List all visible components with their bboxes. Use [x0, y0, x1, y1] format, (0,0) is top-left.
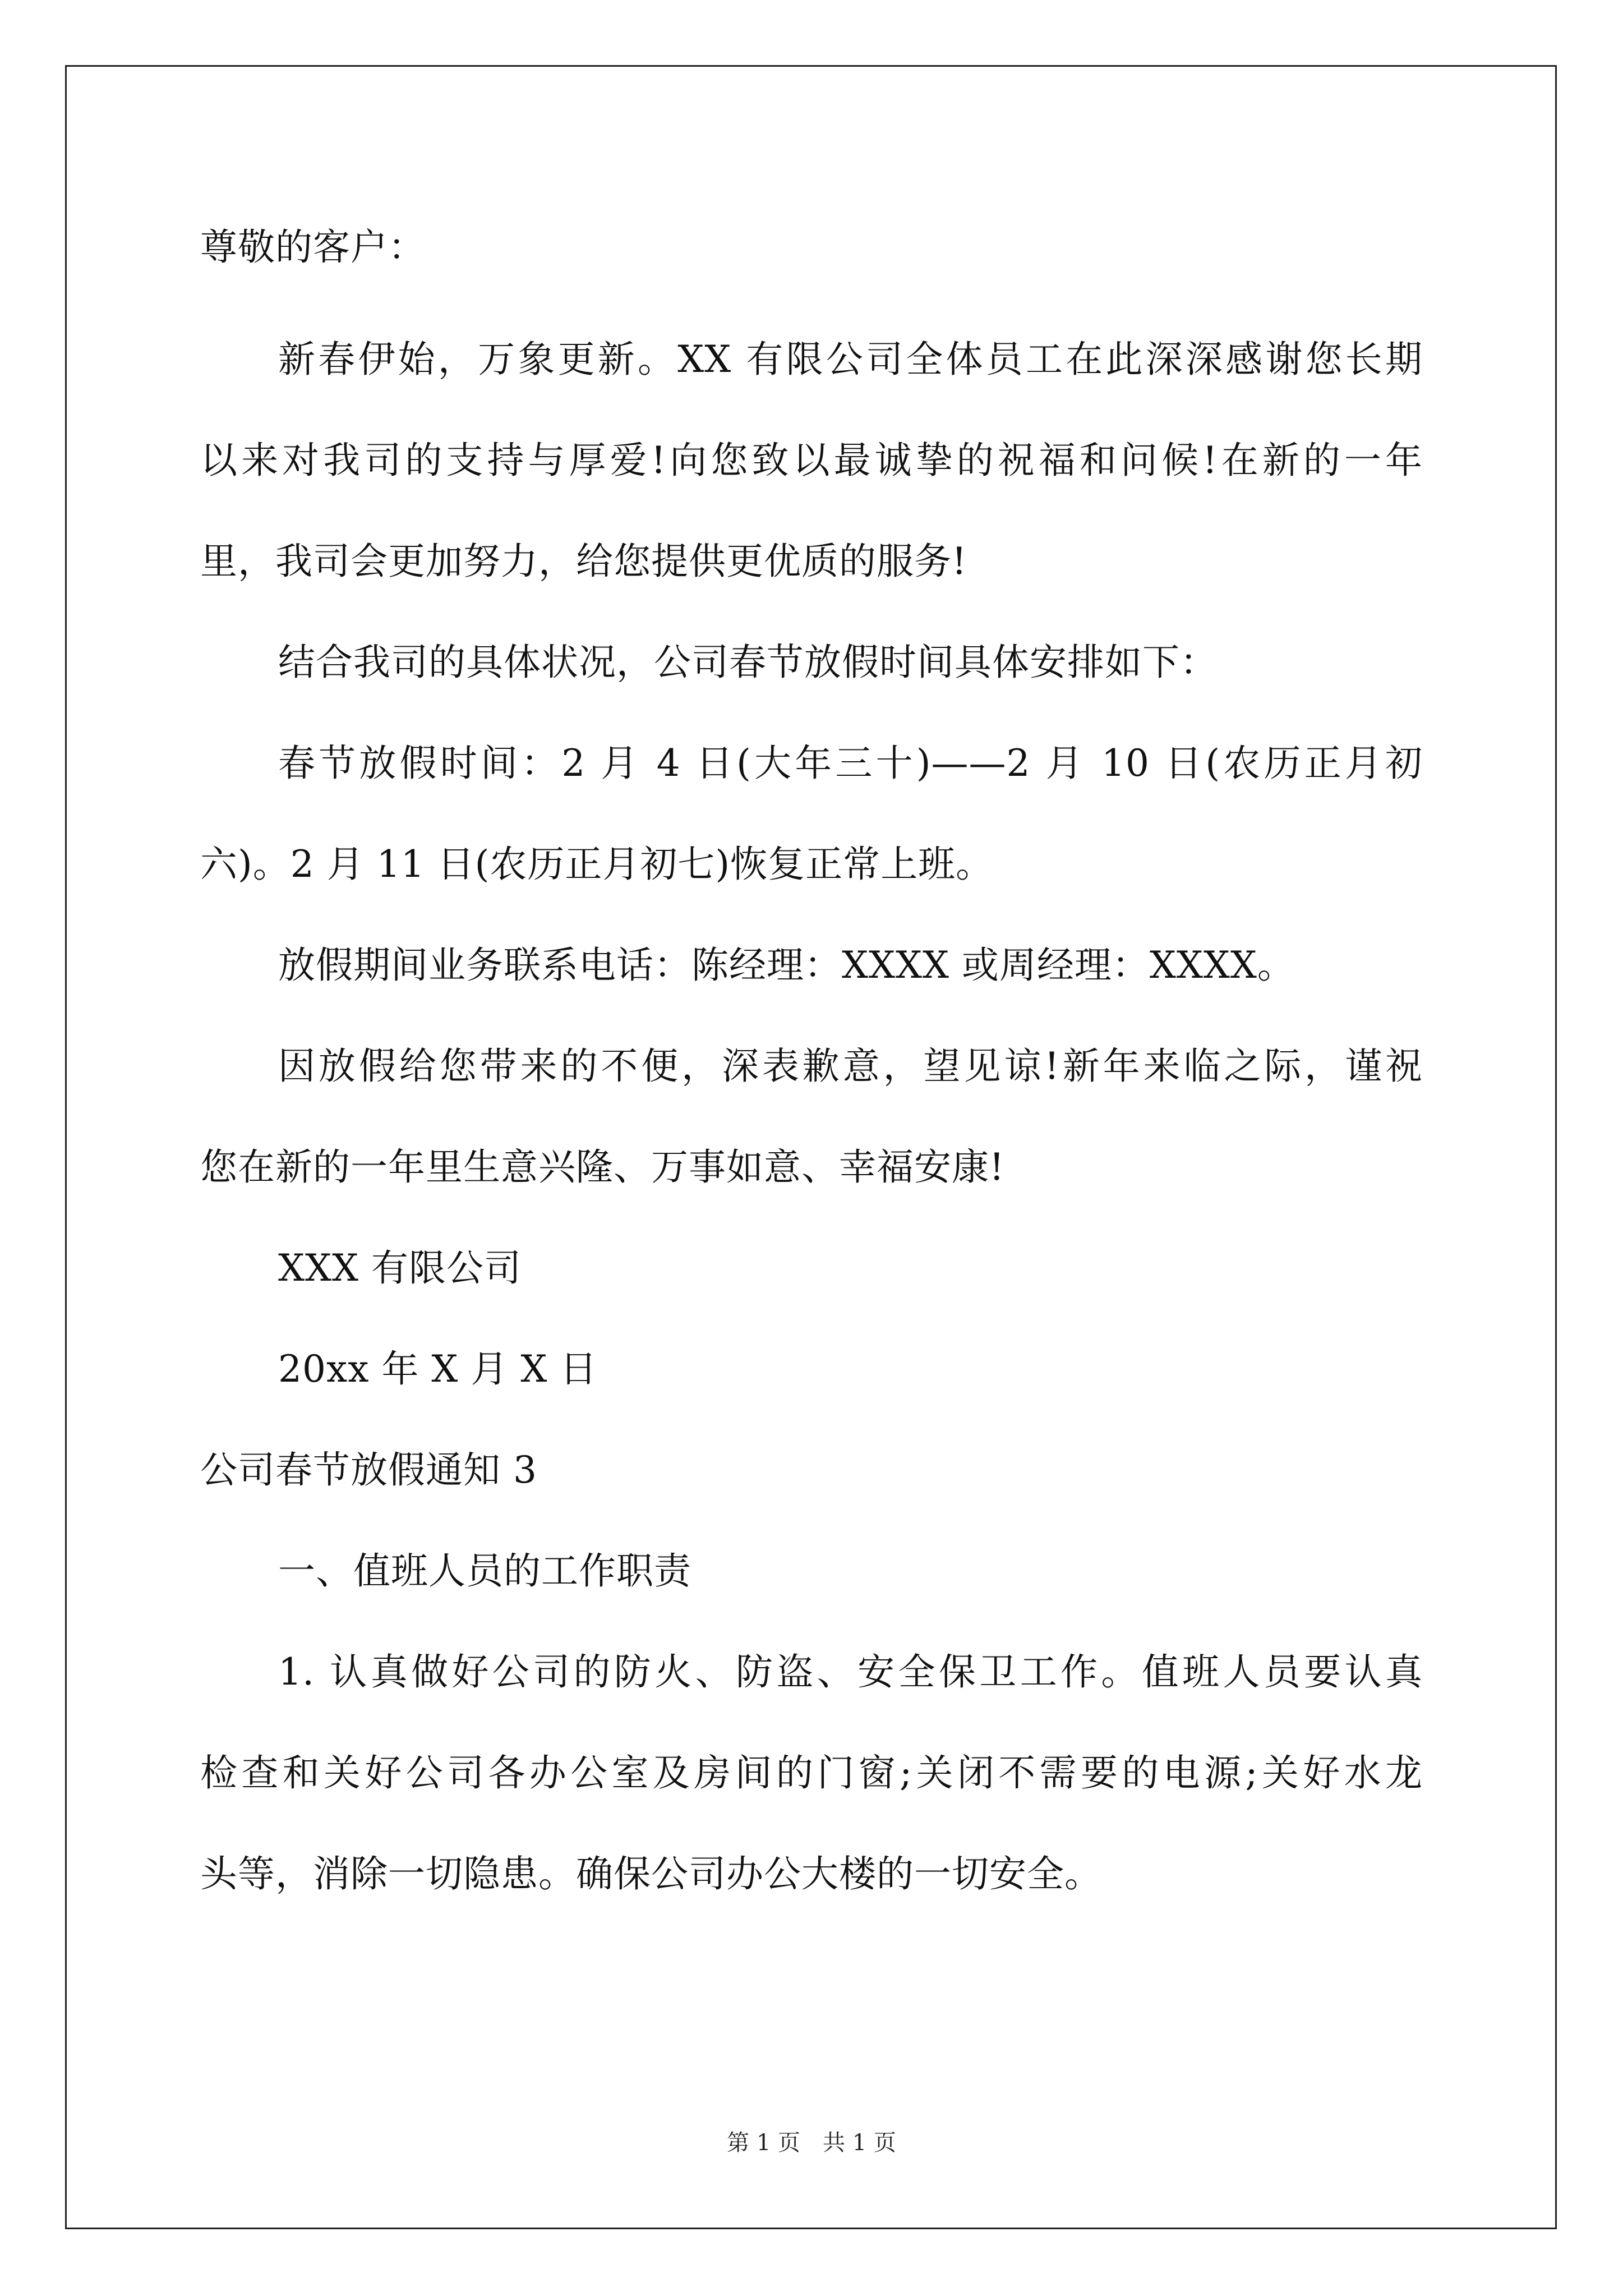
page-number: 第 1 页 共 1 页 — [727, 2130, 896, 2156]
paragraph-line: 新春伊始，万象更新。XX 有限公司全体员工在此深深感谢您长期 — [278, 338, 1423, 381]
paragraph-line: 头等，消除一切隐患。确保公司办公大楼的一切安全。 — [200, 1852, 1102, 1895]
paragraph-line: 以来对我司的支持与厚爱!向您致以最诚挚的祝福和问候!在新的一年 — [200, 439, 1423, 482]
paragraph-line: 您在新的一年里生意兴隆、万事如意、幸福安康! — [200, 1145, 1005, 1189]
section-title: 公司春节放假通知 3 — [200, 1448, 537, 1492]
paragraph-line: 结合我司的具体状况，公司春节放假时间具体安排如下： — [278, 641, 1218, 684]
paragraph-line: 因放假给您带来的不便，深表歉意，望见谅!新年来临之际，谨祝 — [278, 1045, 1423, 1088]
paragraph-line: 放假期间业务联系电话：陈经理：XXXX 或周经理：XXXX。 — [278, 944, 1295, 987]
paragraph-line: 里，我司会更加努力，给您提供更优质的服务! — [200, 540, 967, 583]
paragraph-line: 1. 认真做好公司的防火、防盗、安全保卫工作。值班人员要认真 — [278, 1650, 1423, 1694]
paragraph-line: 六)。2 月 11 日(农历正月初七)恢复正常上班。 — [200, 843, 994, 886]
signature-date: 20xx 年 X 月 X 日 — [278, 1347, 598, 1391]
salutation: 尊敬的客户： — [200, 226, 426, 269]
paragraph-line: 春节放假时间：2 月 4 日(大年三十)——2 月 10 日(农历正月初 — [278, 742, 1423, 785]
signature-company: XXX 有限公司 — [278, 1246, 522, 1290]
section-heading: 一、值班人员的工作职责 — [278, 1549, 691, 1593]
paragraph-line: 检查和关好公司各办公室及房间的门窗;关闭不需要的电源;关好水龙 — [200, 1751, 1423, 1795]
